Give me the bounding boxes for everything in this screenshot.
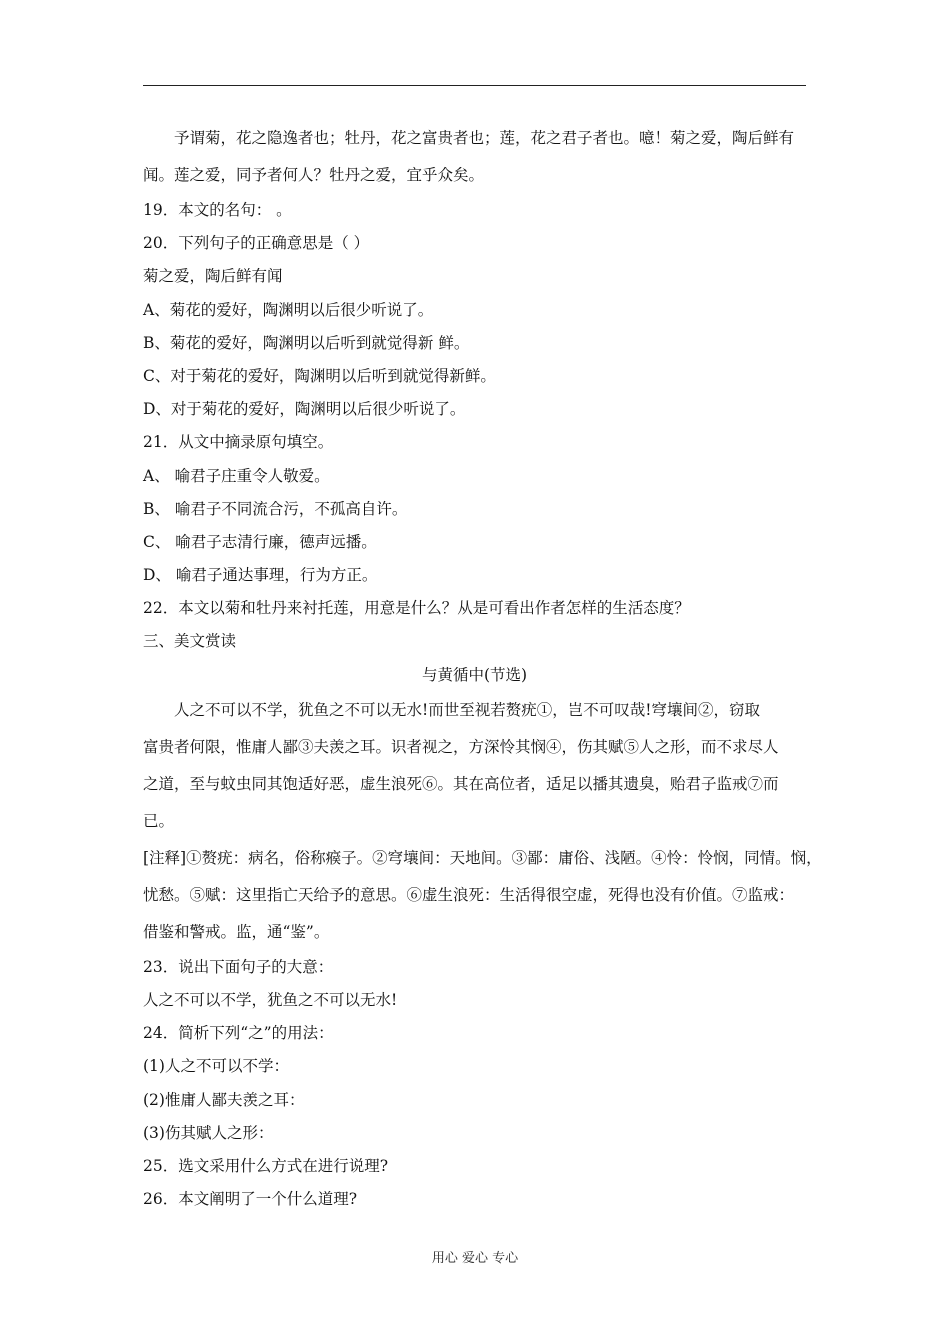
question-21: 21．从文中摘录原句填空。 [143, 433, 334, 452]
question-list-b [143, 951, 813, 1217]
passage-line: 闻。莲之爱，同予者何人？牡丹之爱，宜乎众矣。 [143, 166, 485, 184]
question-24-item-1: (1)人之不可以不学： [143, 1057, 289, 1076]
document-body [143, 120, 822, 1216]
annotation-notes [143, 840, 822, 951]
fill-blank-d: D、 喻君子通达事理，行为方正。 [143, 566, 378, 585]
question-23: 23．说出下面句子的大意： [143, 957, 334, 976]
fill-blank-c: C、 喻君子志清行廉，德声远播。 [143, 532, 377, 551]
question-24-item-2: (2)惟庸人鄙夫羡之耳： [143, 1090, 305, 1109]
fill-blank-b: B、 喻君子不同流合污，不孤高自许。 [143, 499, 408, 518]
passage-line: 之道，至与蚊虫同其饱适好恶，虚生浪死⑥。其在高位者，适足以播其遗臭，贻君子监戒⑦而 [143, 774, 779, 793]
passage-line: 予谓菊，花之隐逸者也；牡丹，花之富贵者也；莲，花之君子者也。噫！菊之爱，陶后鲜有 [174, 129, 795, 147]
option-b: B、菊花的爱好，陶渊明以后听到就觉得新 鲜。 [143, 333, 470, 352]
question-24-item-3: (3)伤其赋人之形： [143, 1123, 274, 1142]
question-23-sentence: 人之不可以不学，犹鱼之不可以无水! [143, 991, 398, 1009]
notes-line: 借鉴和警戒。监，通“鉴”。 [143, 922, 330, 941]
notes-line: 忧愁。⑤赋：这里指亡天给予的意思。⑥虚生浪死：生活得很空虚，死得也没有价值。⑦监戒： [143, 885, 795, 904]
passage-excerpt [143, 120, 813, 194]
question-26: 26．本文阐明了一个什么道理? [143, 1190, 358, 1209]
option-a: A、菊花的爱好，陶渊明以后很少听说了。 [143, 300, 434, 319]
passage-line: 人之不可以不学，犹鱼之不可以无水!而世至视若赘疣①，岂不可叹哉!穹壤间②，窃取 [174, 700, 760, 719]
page-footer: 用心 爱心 专心 [431, 1251, 519, 1266]
passage-main [143, 692, 813, 840]
question-20: 20．下列句子的正确意思是（ ） [143, 234, 370, 253]
notes-line: [注释]①赘疣：病名，俗称瘊子。②穹壤间：天地间。③鄙：庸俗、浅陋。④怜：怜悯，同情。悯， [143, 848, 822, 867]
fill-blank-a: A、 喻君子庄重令人敬爱。 [143, 466, 330, 485]
passage-line: 富贵者何限，惟庸人鄙③夫羡之耳。识者视之，方深怜其悯④，伤其赋⑤人之形，而不求尽人 [143, 737, 779, 756]
passage-line: 已。 [143, 811, 175, 830]
question-20-sentence: 菊之爱，陶后鲜有闻 [143, 267, 283, 286]
question-22: 22．本文以菊和牡丹来衬托莲，用意是什么？从是可看出作者怎样的生活态度？ [143, 599, 690, 618]
question-19: 19．本文的名句： 。 [143, 201, 292, 219]
section-title: 与黄循中(节选) [421, 665, 528, 684]
question-25: 25．选文采用什么方式在进行说理? [143, 1156, 389, 1175]
option-d: D、对于菊花的爱好，陶渊明以后很少听说了。 [143, 400, 466, 419]
section-heading: 三、美文赏读 [143, 632, 237, 651]
question-list-a [143, 194, 813, 659]
header-rule [143, 85, 806, 86]
option-c: C、对于菊花的爱好，陶渊明以后听到就觉得新鲜。 [143, 366, 496, 385]
question-24: 24．简析下列“之”的用法： [143, 1024, 334, 1043]
